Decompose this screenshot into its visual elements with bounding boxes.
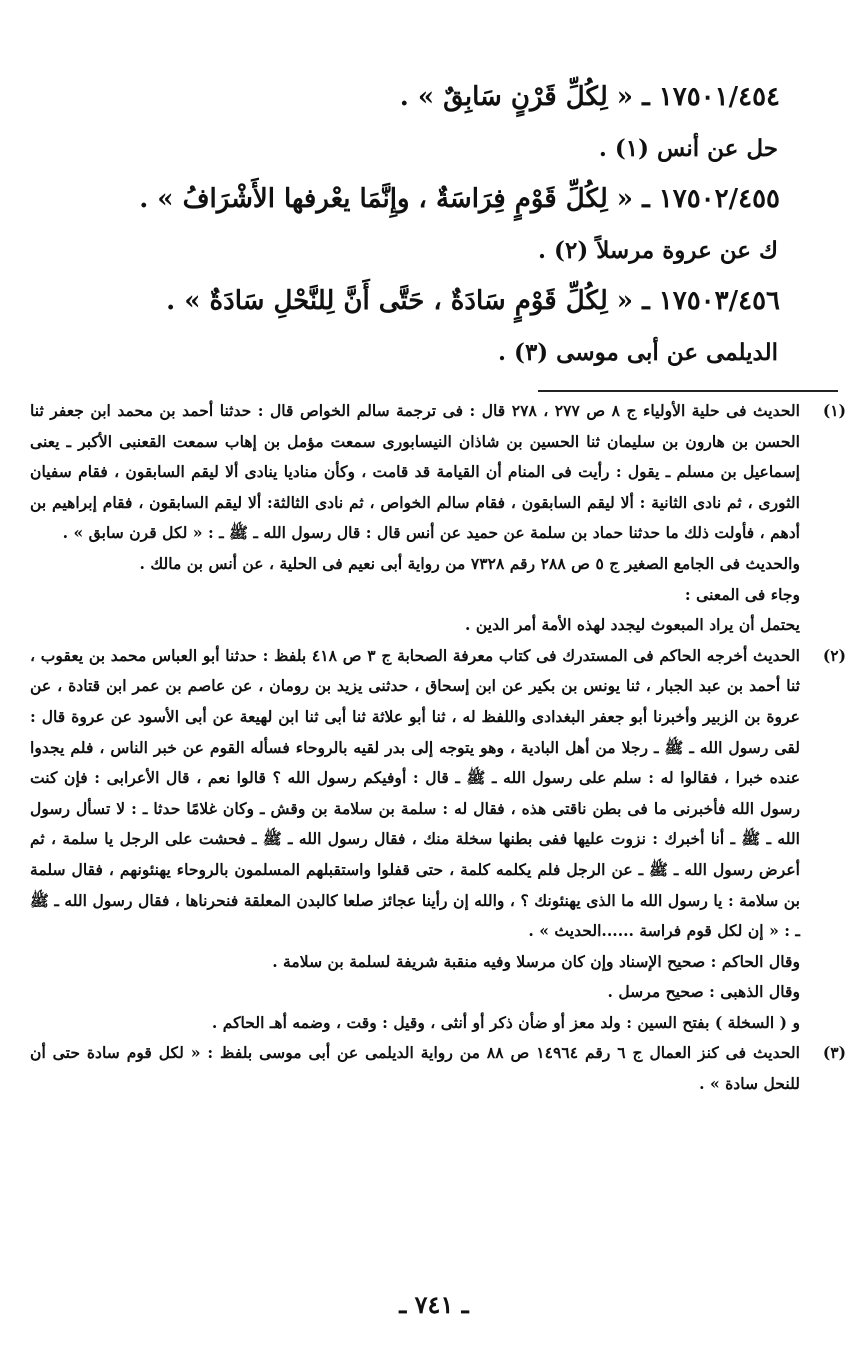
hadith-source-454: حل عن أنس (١) . [598,135,778,162]
footnote-text: و ( السخلة ) بفتح السين : ولد معز أو ضأن ذكر أو أنثى ، وقيل : وقت ، وضمه أهـ الحاكم . [211,1012,800,1032]
hadith-entry-455: ١٧٥٠٢/٤٥٥ ـ « لِكُلِّ قَوْمٍ فِرَاسَةٌ ، وإِنَّمَا يعْرفها الأَشْرَافُ » . [139,184,780,214]
footnotes [30,396,846,1100]
hadith-entry-454: ١٧٥٠١/٤٥٤ ـ « لِكُلِّ قَرْنٍ سَابِقٌ » . [399,82,780,112]
page-number: ـ ٧٤١ ـ [399,1290,469,1319]
footnote-text: الحديث أخرجه الحاكم فى المستدرك فى كتاب معرفة الصحابة ج ٣ ص ٤١٨ بلفظ : حدثنا أبو العباس محمد بن يعقوب ، ثنا أحمد بن عبد الجبار ، ثنا يونس بن بكير عن ابن إسحاق ، حدثنى يزيد بن رومان ، عن عاصم بن عمر ابن قتادة ، عن عروة بن الزبير وأخبرنا أبو جعفر البغدادى واللفظ له ، ثنا أبو علاثة ثنا أبى ثنا ابن لهيعة عن أبى الأسود عن عروة قال : لقى رسول الله ـ ﷺ ـ رجلا من أهل البادية ، وهو يتوجه إلى بدر لقيه بالروحاء فسأله القوم عن خبر الناس ، فلم يجدوا عنده خبرا ، فقالوا له : سلم على رسول الله ـ ﷺ ـ قال : أوفيكم رسول الله ؟ قالوا نعم ، قال الأعرابى : فإن كنت رسول الله فأخبرنى ما فى بطن ناقتى هذه ، فقال له : سلمة بن سلامة بن وقش ـ وكان غلامًا حدثا ـ : لا تسأل رسول الله ـ ﷺ ـ أنا أخبرك : نزوت عليها ففى بطنها سخلة منك ، فقال رسول الله ـ ﷺ ـ فحشت على الرجل يا سلمة ، ثم أعرض رسول الله ـ ﷺ ـ عن الرجل فلم يكلمه كلمة ، حتى قفلوا واستقبلهم المسلمون بالروحاء يهنئونهم ، فقال سلمة بن سلامة : يا رسول الله ما الذى يهنئونك ؟ ، والله إن رأينا عجائز صلعا كالبدن المعلقة فنحرناها ، فقال رسول الله ـ ﷺ ـ : « إن لكل قوم فراسة ......الحديث » . [30,645,801,941]
hadith-entries [80,72,780,378]
footnote-number: (٣) [822,1043,846,1063]
footnote-text: وقال الحاكم : صحيح الإسناد وإن كان مرسلا وفيه منقبة شريفة لسلمة بن سلامة . [272,951,800,971]
footnote-text: الحديث فى كنز العمال ج ٦ رقم ١٤٩٦٤ ص ٨٨ من رواية الديلمى عن أبى موسى بلفظ : « لكل قوم سادة حتى أن للنحل سادة » . [30,1043,800,1094]
footnote-number: (١) [822,401,846,420]
footnote-text: والحديث فى الجامع الصغير ج ٥ ص ٢٨٨ رقم ٧٣٢٨ من رواية أبى نعيم فى الحلية ، عن أنس بن مالك . [139,553,800,573]
hadith-source-455: ك عن عروة مرسلاً (٢) . [538,237,778,264]
footnote-number: (٢) [822,645,846,665]
hadith-source-456: الديلمى عن أبى موسى (٣) . [498,339,778,366]
footnote-2 [30,641,846,947]
footnote-text: الحديث فى حلية الأولياء ج ٨ ص ٢٧٧ ، ٢٧٨ قال : فى ترجمة سالم الخواص قال : حدثنا أحمد بن محمد ابن جعفر ثنا الحسن بن هارون بن سليمان ثنا الحسين بن شاذان النيسابورى سمعت مؤمل بن إهاب سمعت القعنبى الأكبر ـ يعنى إسماعيل بن مسلم ـ يقول : رأيت فى المنام أن القيامة قد قامت ، وكأن مناديا ينادى ألا ليقم السابقون ، فقام سفيان الثورى ، ثم نادى الثانية : ألا ليقم السابقون ، فقام سالم الخواص ، ثم نادى الثالثة: ألا ليقم السابقون ، فقام إبراهيم بن أدهم ، فأولت ذلك ما حدثنا حماد بن سلمة عن حميد عن أنس قال : قال رسول الله ـ ﷺ ـ : « لكل قرن سابق » . [30,401,800,543]
footnote-3 [30,1038,846,1099]
footnote-separator [538,390,838,392]
hadith-entry-456: ١٧٥٠٣/٤٥٦ ـ « لِكُلِّ قَوْمٍ سَادَةٌ ، حَتَّى أَنَّ لِلنَّحْلِ سَادَةٌ » . [166,286,780,316]
footnote-text: يحتمل أن يراد المبعوث ليجدد لهذه الأمة أمر الدين . [465,615,800,635]
footnote-1 [30,396,846,549]
footnote-text: وجاء فى المعنى : [684,584,800,604]
footnote-text: وقال الذهبى : صحيح مرسل . [607,982,800,1002]
